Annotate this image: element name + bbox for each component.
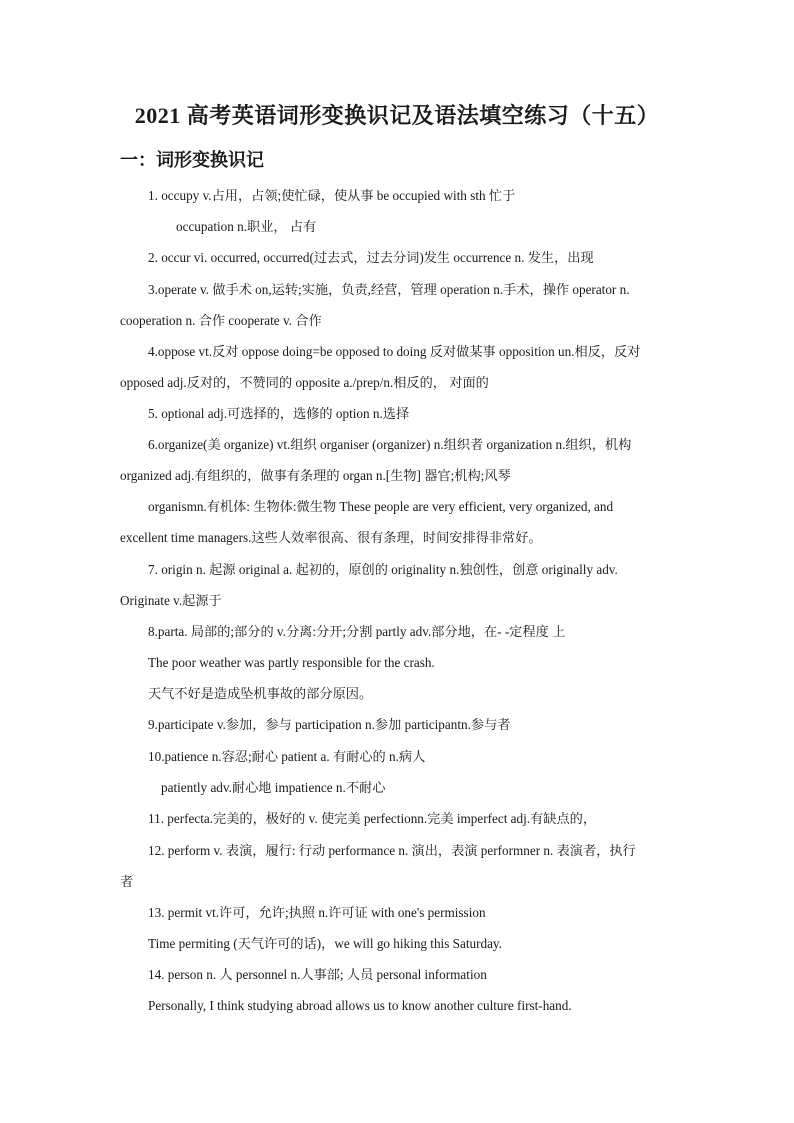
text-line: 7. origin n. 起源 original a. 起初的，原创的 originality n.独创性，创意 originally adv.: [148, 562, 618, 577]
text-line: The poor weather was partly responsible for the crash.: [148, 655, 435, 670]
text-line: Personally, I think studying abroad allows us to know another culture first-hand.: [148, 998, 572, 1013]
text-line: 14. person n. 人 personnel n.人事部; 人员 personal information: [148, 967, 487, 982]
text-line: 13. permit vt.许可，允许;执照 n.许可证 with one's permission: [148, 905, 486, 920]
page-title: 2021 高考英语词形变换识记及语法填空练习（十五）: [134, 103, 660, 128]
section-heading: 一：词形变换识记: [120, 150, 264, 170]
text-line: occupation n.职业， 占有: [176, 219, 317, 234]
text-line: 5. optional adj.可选择的，选修的 option n.选择: [148, 406, 410, 421]
text-line: 10.patience n.容忍;耐心 patient a. 有耐心的 n.病人: [148, 749, 426, 764]
text-line: organized adj.有组织的，做事有条理的 organ n.[生物] 器官;机构;风琴: [120, 468, 511, 483]
text-line: organismn.有机体: 生物体:微生物 These people are very efficient, very organized, and: [148, 499, 614, 514]
text-line: 3.operate v. 做手术 on,运转;实施，负责,经营，管理 operation n.手术，操作 operator n.: [148, 282, 630, 297]
text-line: 4.oppose vt.反对 oppose doing=be opposed to doing 反对做某事 opposition un.相反，反对: [148, 344, 641, 359]
text-line: cooperation n. 合作 cooperate v. 合作: [120, 313, 322, 328]
text-line: 者: [120, 874, 134, 889]
text-line: 12. perform v. 表演，履行: 行动 performance n. 演出，表演 performner n. 表演者，执行: [148, 843, 636, 858]
text-line: 8.parta. 局部的;部分的 v.分离:分开;分割 partly adv.部分地，在- -定程度 上: [148, 624, 566, 639]
text-line: Originate v.起源于: [120, 593, 222, 608]
text-line: 9.participate v.参加，参与 participation n.参加 participantn.参与者: [148, 717, 511, 732]
text-line: 6.organize(美 organize) vt.组织 organiser (organizer) n.组织者 organization n.组织，机构: [148, 437, 632, 452]
text-line: patiently adv.耐心地 impatience n.不耐心: [161, 780, 386, 795]
text-line: 11. perfecta.完美的，极好的 v. 使完美 perfectionn.完美 imperfect adj.有缺点的，: [148, 811, 597, 826]
text-line: 2. occur vi. occurred, occurred(过去式，过去分词)发生 occurrence n. 发生，出现: [148, 250, 594, 265]
text-line: opposed adj.反对的，不赞同的 opposite a./prep/n.相反的， 对面的: [120, 375, 489, 390]
text-line: 天气不好是造成坠机事故的部分原因。: [148, 686, 373, 701]
text-line: excellent time managers.这些人效率很高、很有条理，时间安排得非常好。: [120, 530, 542, 545]
text-line: 1. occupy v.占用，占领;使忙碌，使从事 be occupied with sth 忙于: [148, 188, 516, 203]
text-line: Time permiting (天气许可的话)，we will go hiking this Saturday.: [148, 936, 502, 951]
